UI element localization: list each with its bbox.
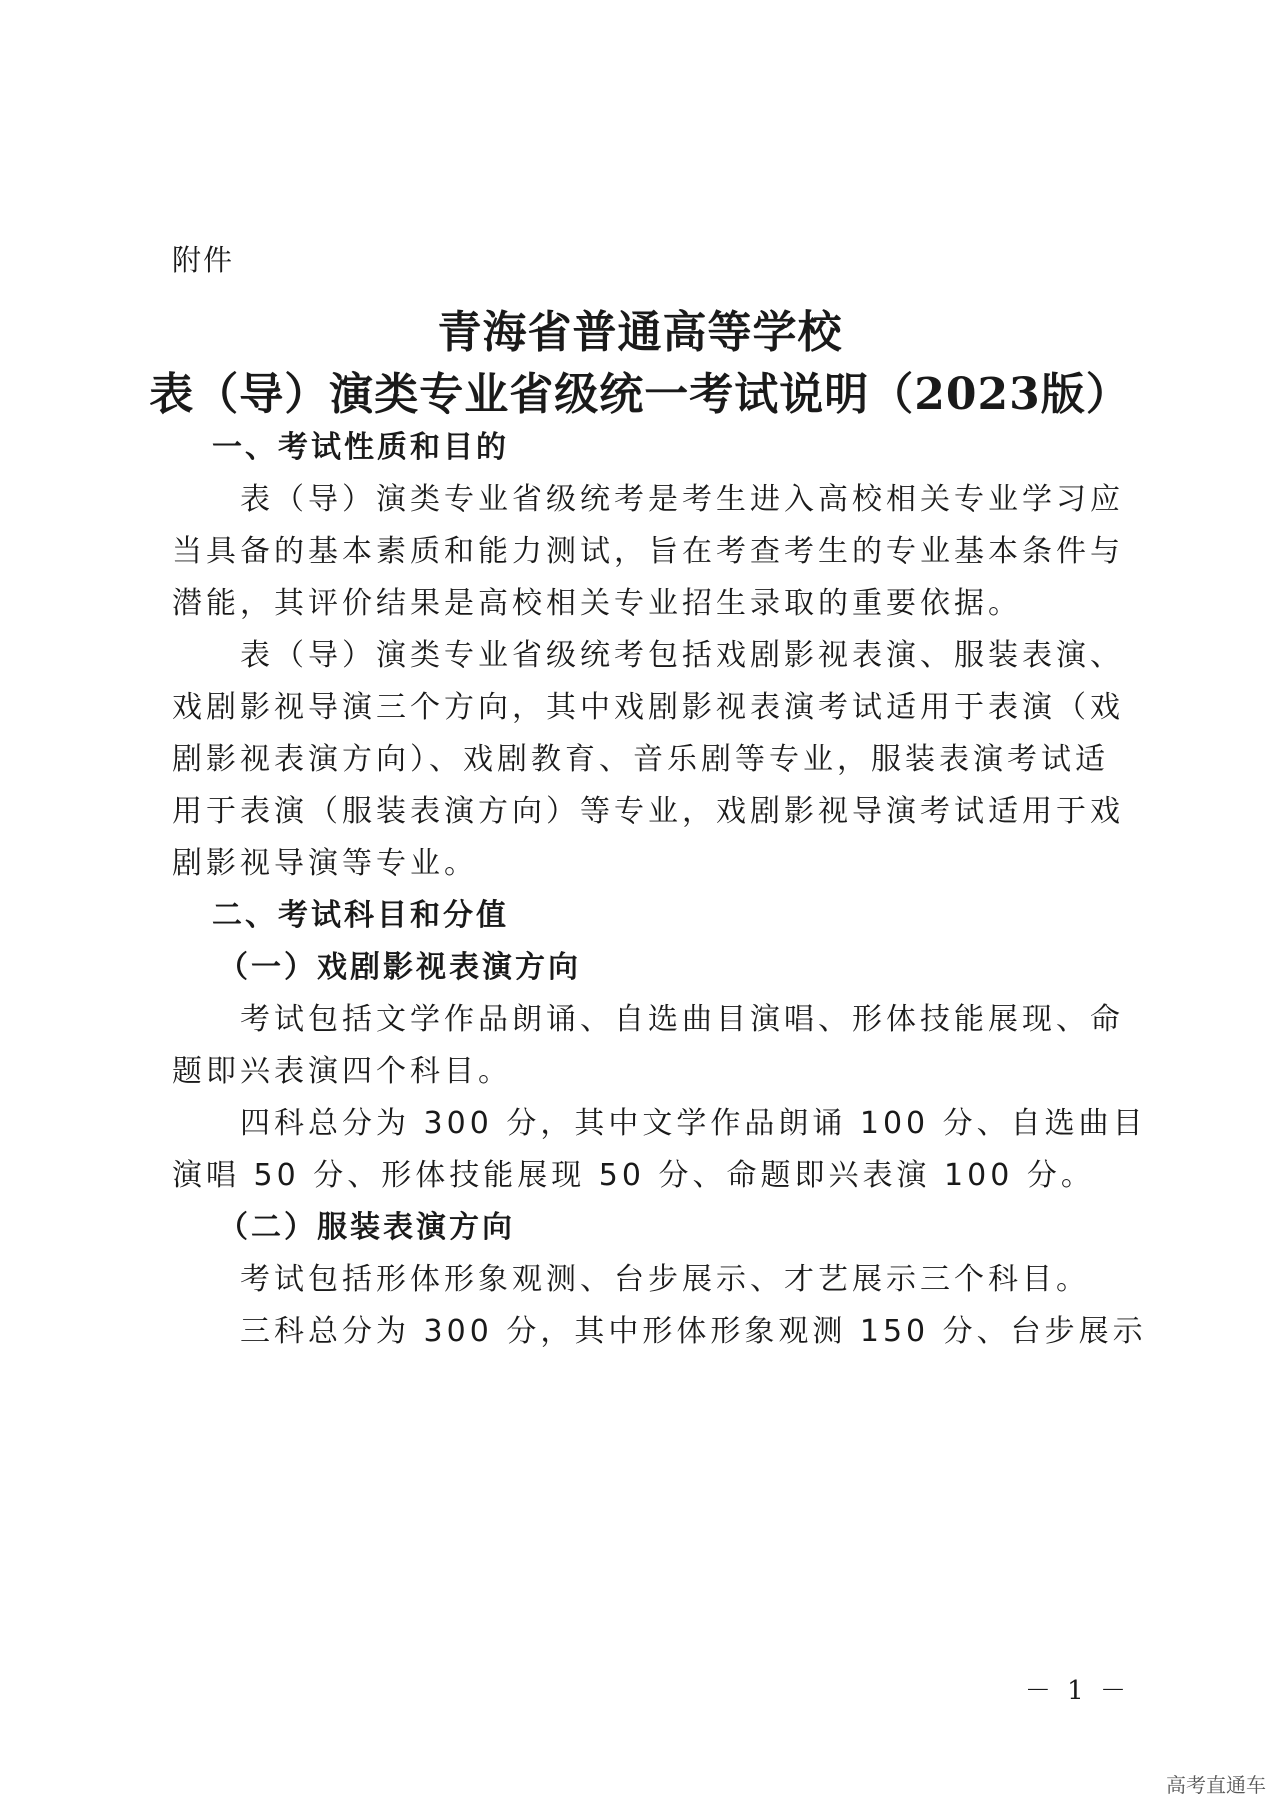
paragraph-line: 四科总分为 300 分，其中文学作品朗诵 100 分、自选曲目 (240, 1106, 1147, 1141)
paragraph-line: 剧影视导演等专业。 (172, 846, 478, 881)
document-title-line-1: 青海省普通高等学校 (437, 307, 843, 358)
paragraph-line: 演唱 50 分、形体技能展现 50 分、命题即兴表演 100 分。 (172, 1158, 1095, 1193)
page-number: － 1 － (1024, 1676, 1130, 1706)
paragraph-line: 戏剧影视导演三个方向，其中戏剧影视表演考试适用于表演（戏 (172, 690, 1124, 725)
paragraph-line: 当具备的基本素质和能力测试，旨在考查考生的专业基本条件与 (172, 534, 1124, 569)
section-heading-2: 二、考试科目和分值 (212, 898, 509, 933)
document-title-line-2: 表（导）演类专业省级统一考试说明（2023版） (149, 369, 1131, 420)
paragraph-line: 题即兴表演四个科目。 (172, 1054, 512, 1089)
paragraph-line: 用于表演（服装表演方向）等专业，戏剧影视导演考试适用于戏 (172, 794, 1124, 829)
paragraph-line: 考试包括形体形象观测、台步展示、才艺展示三个科目。 (240, 1262, 1090, 1297)
paragraph-line: 表（导）演类专业省级统考包括戏剧影视表演、服装表演、 (240, 638, 1124, 673)
attachment-label: 附件 (172, 243, 235, 277)
paragraph-line: 剧影视表演方向）、戏剧教育、音乐剧等专业，服装表演考试适 (172, 742, 1109, 777)
paragraph-line: 潜能，其评价结果是高校相关专业招生录取的重要依据。 (172, 586, 1022, 621)
paragraph-line: 表（导）演类专业省级统考是考生进入高校相关专业学习应 (240, 482, 1124, 517)
subsection-heading-2: （二）服装表演方向 (218, 1210, 515, 1245)
paragraph-line: 考试包括文学作品朗诵、自选曲目演唱、形体技能展现、命 (240, 1002, 1124, 1037)
section-heading-1: 一、考试性质和目的 (212, 430, 509, 465)
subsection-heading-1: （一）戏剧影视表演方向 (218, 950, 581, 985)
paragraph-line: 三科总分为 300 分，其中形体形象观测 150 分、台步展示 (240, 1314, 1147, 1349)
watermark-label: 高考直通车 (1166, 1773, 1266, 1797)
